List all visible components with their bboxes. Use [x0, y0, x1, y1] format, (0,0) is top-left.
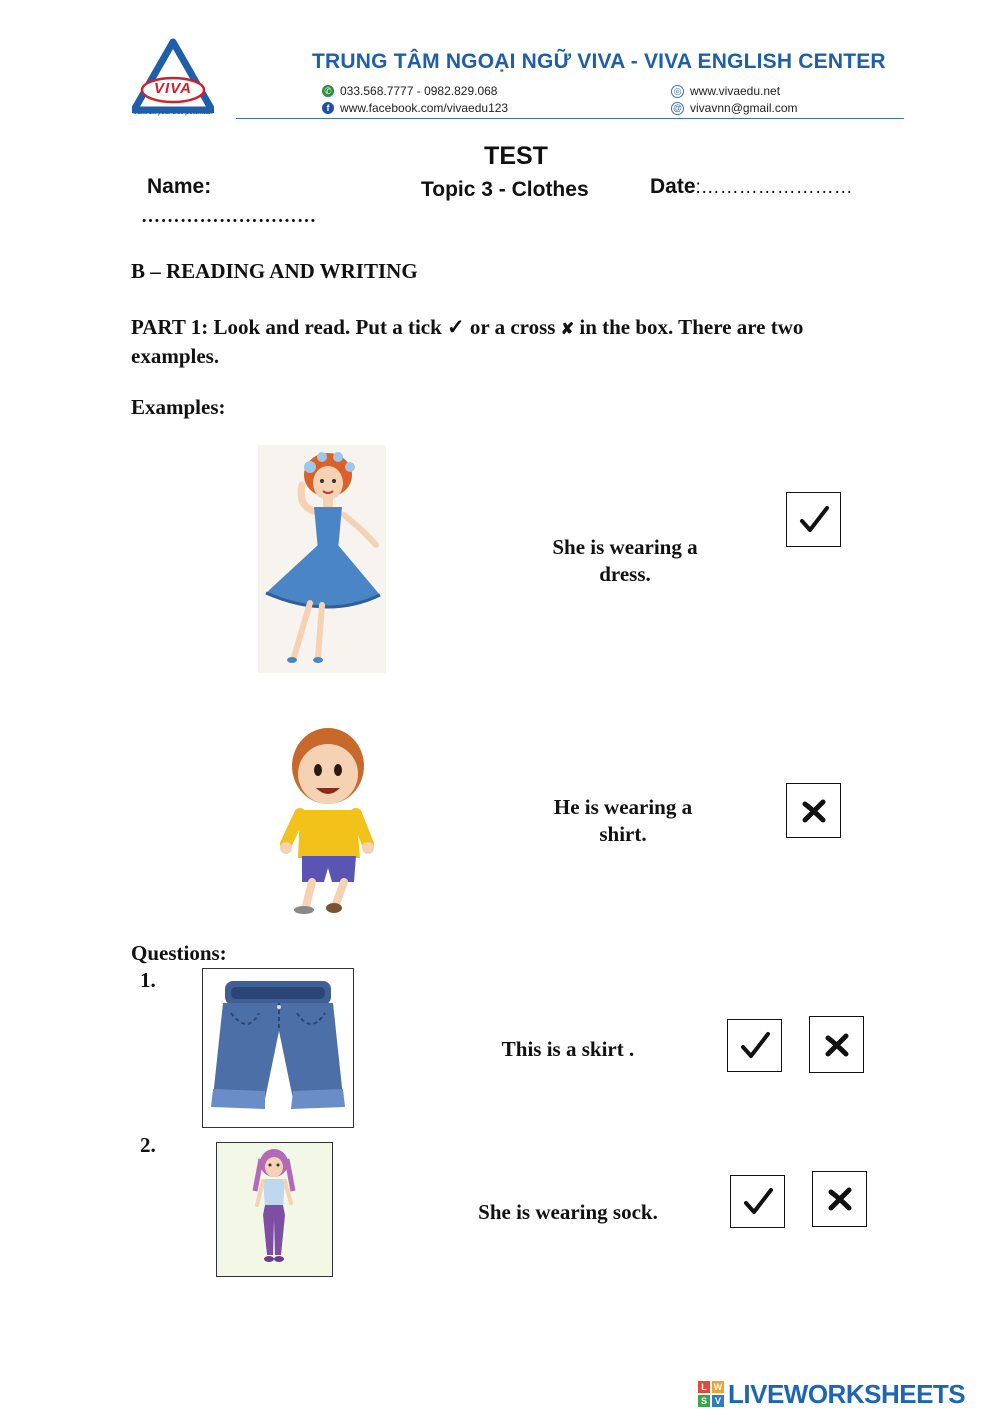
name-dots[interactable]: ……………………… [141, 206, 317, 227]
question-2-picture [216, 1142, 333, 1277]
part-text-1: PART 1: Look and read. Put a tick [131, 315, 448, 339]
name-label: Name: [147, 175, 212, 198]
email-icon: @ [671, 102, 684, 115]
example-2-line-1: He is wearing a [553, 795, 693, 819]
phone-icon: ✆ [322, 85, 334, 97]
question-1-tick-box[interactable] [727, 1019, 782, 1072]
questions-label: Questions: [131, 941, 227, 965]
question-1-number: 1. [140, 968, 156, 992]
part-text-4: examples. [131, 344, 220, 368]
tile-l: L [698, 1381, 710, 1393]
tick-icon [740, 1184, 776, 1220]
question-2-cross-box[interactable] [812, 1171, 867, 1227]
cross-symbol: ✘ [560, 321, 575, 338]
example-2-picture [278, 718, 378, 914]
question-2-tick-box[interactable] [730, 1175, 785, 1228]
section-heading: B – READING AND WRITING [131, 259, 418, 283]
tile-w: W [713, 1382, 723, 1392]
topic-title: Topic 3 - Clothes [421, 178, 589, 201]
part-text-2: or a cross [464, 315, 561, 339]
header-divider [236, 118, 904, 119]
example-1-sentence [520, 534, 730, 588]
example-1-picture [258, 445, 386, 673]
globe-icon: ◎ [671, 85, 684, 98]
question-1-picture [202, 968, 354, 1128]
question-1-cross-box[interactable] [809, 1016, 864, 1073]
tick-icon [796, 502, 832, 538]
question-2-number: 2. [140, 1133, 156, 1157]
example-1-line-2: dress. [599, 562, 651, 586]
liveworksheets-wordmark: LIVEWORKSHEETS [728, 1378, 966, 1409]
website-link[interactable]: www.vivaedu.net [690, 84, 781, 98]
cross-icon [799, 796, 829, 826]
facebook-link[interactable]: www.facebook.com/vivaedu123 [340, 101, 509, 115]
example-2-cross-box[interactable] [786, 783, 841, 838]
cross-icon [825, 1184, 855, 1214]
phone-number: 033.568.7777 - 0982.829.068 [340, 84, 498, 98]
logo-tagline: Turn on your true potential [134, 110, 211, 116]
phone-row [322, 84, 497, 98]
tick-icon [737, 1028, 773, 1064]
part-instructions [131, 314, 911, 370]
date-label: Date [650, 175, 696, 198]
liveworksheets-logo[interactable] [698, 1379, 965, 1409]
website-row [671, 84, 780, 98]
tick-symbol: ✓ [447, 315, 465, 339]
facebook-icon: f [322, 102, 334, 114]
question-1-sentence: This is a skirt . [501, 1037, 635, 1061]
example-1-line-1: She is wearing a [552, 535, 698, 559]
test-title: TEST [484, 142, 548, 170]
center-logo [132, 38, 214, 118]
date-field [650, 175, 853, 199]
example-2-line-2: shirt. [599, 822, 647, 846]
liveworksheets-tiles [698, 1381, 724, 1407]
tile-s: S [698, 1395, 710, 1407]
example-2-sentence [518, 794, 728, 848]
part-text-3: in the box. There are two [574, 315, 804, 339]
examples-label: Examples: [131, 395, 226, 419]
logo-text: VIVA [154, 80, 192, 97]
example-1-tick-box[interactable] [786, 492, 841, 547]
facebook-row [322, 101, 508, 115]
tile-v: V [712, 1395, 724, 1407]
cross-icon [822, 1030, 852, 1060]
question-2-sentence: She is wearing sock. [478, 1200, 658, 1224]
email-link[interactable]: vivavnn@gmail.com [690, 101, 798, 115]
center-name: TRUNG TÂM NGOẠI NGỮ VIVA - VIVA ENGLISH CENTER [312, 50, 886, 73]
date-dots[interactable]: :…………………… [695, 177, 853, 198]
email-row [671, 101, 798, 115]
